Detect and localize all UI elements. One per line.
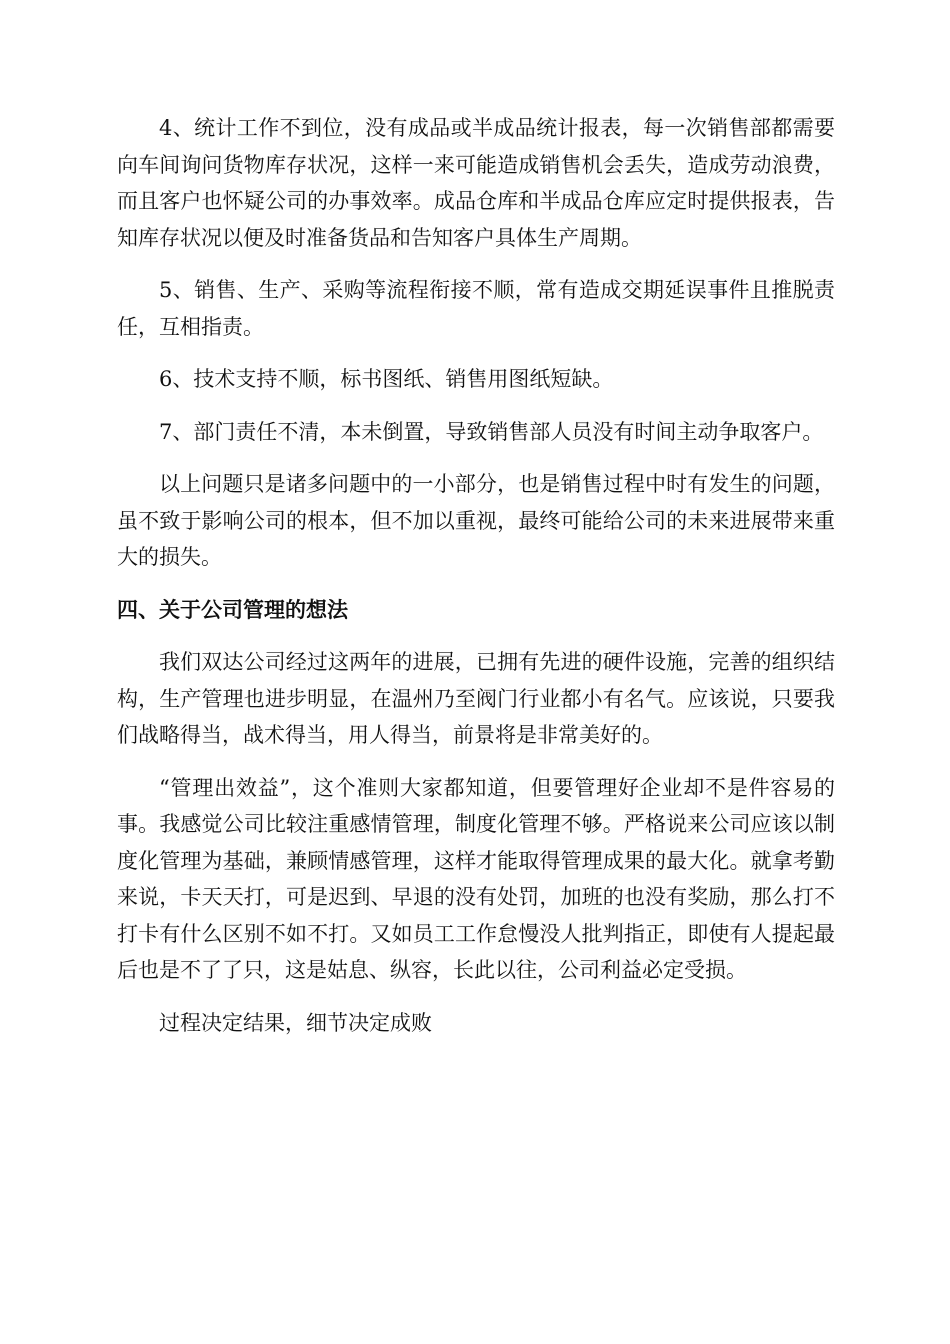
section-heading: 四、关于公司管理的想法 [117, 597, 348, 622]
paragraph-company-progress: 我们双达公司经过这两年的进展，已拥有先进的硬件设施，完善的组织结构，生产管理也进步明显，在温州乃至阀门行业都小有名气。应该说，只要我们战略得当，战术得当，用人得当，前景将是非常美好的。 [117, 650, 835, 747]
paragraph-item-6: 6、技术支持不顺，标书图纸、销售用图纸短缺。 [159, 367, 614, 391]
paragraph-management-benefit: “管理出效益”，这个准则大家都知道，但要管理好企业却不是件容易的事。我感觉公司比较注重感情管理，制度化管理不够。严格说来公司应该以制度化管理为基础，兼顾情感管理，这样才能取得管理成果的最大化。就拿考勤来说，卡天天打，可是迟到、早退的没有处罚，加班的也没有奖励，那么打不打卡有什么区别不如不打。又如员工工作怠慢没人批判指正，即使有人提起最后也是不了了只，这是姑息、纵容，长此以往，公司利益必定受损。 [117, 775, 835, 982]
paragraph-item-7: 7、部门责任不清，本未倒置，导致销售部人员没有时间主动争取客户。 [159, 419, 824, 444]
paragraph-process-result: 过程决定结果，细节决定成败 [159, 1010, 432, 1035]
paragraph-item-5: 5、销售、生产、采购等流程衔接不顺，常有造成交期延误事件且推脱责任，互相指责。 [117, 278, 835, 339]
paragraph-item-4: 4、统计工作不到位，没有成品或半成品统计报表，每一次销售部都需要向车间询问货物库存状况，这样一来可能造成销售机会丢失，造成劳动浪费，而且客户也怀疑公司的办事效率。成品仓库和半成品仓库应定时提供报表，告知库存状况以便及时准备货品和告知客户具体生产周期。 [117, 116, 835, 250]
paragraph-summary: 以上问题只是诸多问题中的一小部分，也是销售过程中时有发生的问题，虽不致于影响公司的根本，但不加以重视，最终可能给公司的未来进展带来重大的损失。 [117, 472, 835, 569]
document-page [117, 110, 835, 1041]
